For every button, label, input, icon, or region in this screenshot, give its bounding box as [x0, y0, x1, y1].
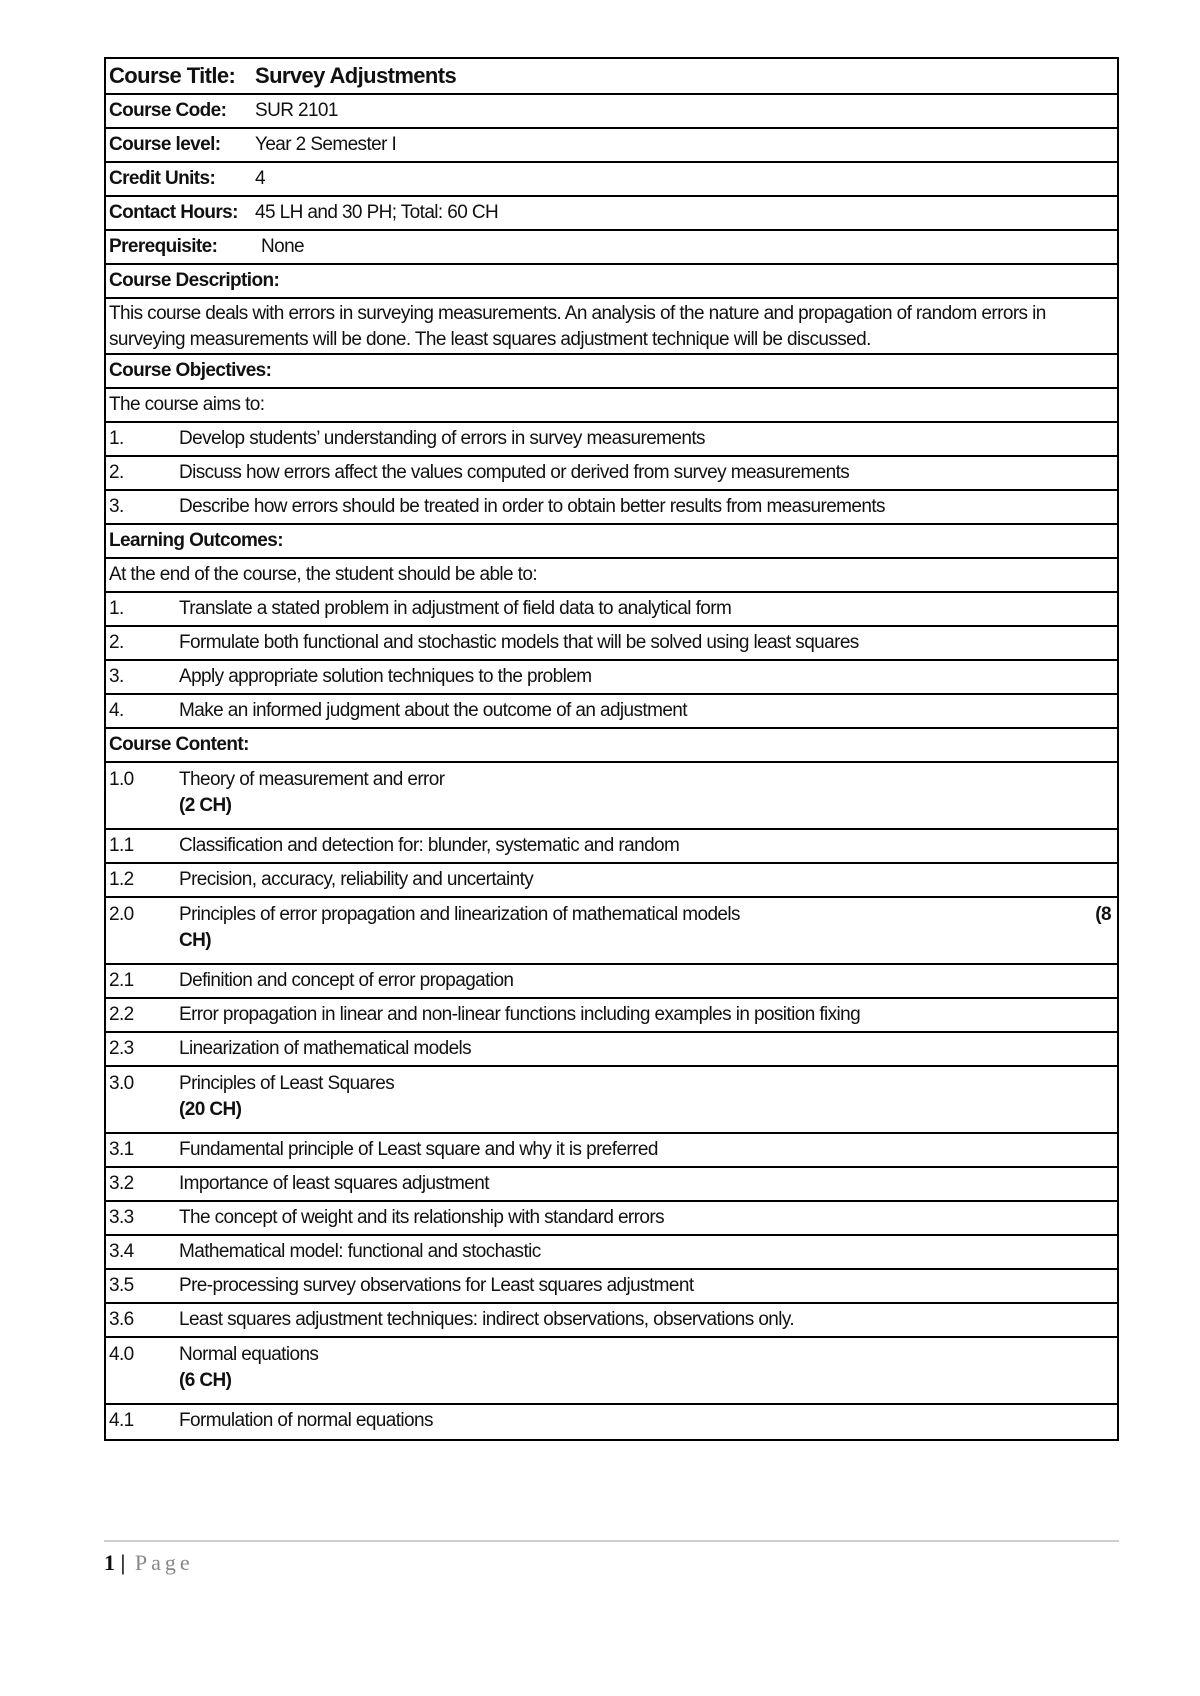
- outcome-row: [106, 627, 1117, 661]
- content-subtopic-row: [106, 864, 1117, 898]
- content-text: Formulation of normal equations: [179, 1410, 433, 1431]
- objective-number: 3.: [109, 496, 124, 517]
- content-number: 1.0: [109, 769, 134, 790]
- course-title-value: Survey Adjustments: [255, 63, 457, 88]
- outcome-row: [106, 695, 1117, 729]
- content-subtopic-row: [106, 1405, 1117, 1439]
- content-number: 1.1: [109, 835, 134, 856]
- prerequisite-row: [106, 231, 1117, 265]
- outcome-number: 3.: [109, 666, 124, 687]
- course-title-label: Course Title:: [109, 63, 236, 88]
- prerequisite-label: Prerequisite:: [109, 236, 218, 257]
- content-topic-row: [106, 1338, 1117, 1405]
- outcome-number: 1.: [109, 598, 124, 619]
- content-text: Fundamental principle of Least square and why it is preferred: [179, 1139, 658, 1160]
- content-text: Importance of least squares adjustment: [179, 1173, 489, 1194]
- content-hours: (20 CH): [179, 1099, 242, 1120]
- content-text: Mathematical model: functional and stochastic: [179, 1241, 541, 1262]
- content-topic-row: [106, 1067, 1117, 1134]
- content-hours: (6 CH): [179, 1370, 232, 1391]
- course-title-row: [106, 59, 1117, 95]
- outcome-text: Make an informed judgment about the outcome of an adjustment: [179, 700, 687, 721]
- content-subtopic-row: [106, 1304, 1117, 1338]
- content-topic-line: [179, 902, 1111, 928]
- outcome-number: 2.: [109, 632, 124, 653]
- objective-text: Discuss how errors affect the values computed or derived from survey measurements: [179, 462, 850, 483]
- content-topic-cell: [179, 1071, 1117, 1123]
- content-text: Normal equations: [179, 1344, 319, 1365]
- footer-separator: |: [120, 1550, 126, 1575]
- content-number: 3.4: [109, 1241, 134, 1262]
- course-level-value: Year 2 Semester I: [255, 134, 397, 155]
- content-subtopic-row: [106, 1033, 1117, 1067]
- learning-outcomes-intro: At the end of the course, the student should be able to:: [109, 564, 538, 585]
- content-text: Pre-processing survey observations for Least squares adjustment: [179, 1275, 694, 1296]
- credit-units-value: 4: [255, 168, 265, 189]
- objective-text: Describe how errors should be treated in order to obtain better results from measurements: [179, 496, 885, 517]
- content-text: Theory of measurement and error: [179, 769, 445, 790]
- objective-row: [106, 423, 1117, 457]
- content-number: 3.1: [109, 1139, 134, 1160]
- learning-outcomes-heading: Learning Outcomes:: [109, 530, 283, 551]
- page-number: 1: [104, 1550, 115, 1575]
- course-objectives-intro-row: [106, 389, 1117, 423]
- course-content-heading-row: [106, 729, 1117, 763]
- content-text: Precision, accuracy, reliability and uncertainty: [179, 869, 534, 890]
- credit-units-row: [106, 163, 1117, 197]
- objective-text: Develop students’ understanding of errors in survey measurements: [179, 428, 705, 449]
- page-word: Page: [134, 1550, 194, 1575]
- content-number: 4.1: [109, 1410, 134, 1431]
- course-description-heading-row: [106, 265, 1117, 299]
- contact-hours-row: [106, 197, 1117, 231]
- outcome-number: 4.: [109, 700, 124, 721]
- content-subtopic-row: [106, 1134, 1117, 1168]
- content-number: 3.5: [109, 1275, 134, 1296]
- content-topic-cell: [179, 767, 1117, 819]
- contact-hours-label: Contact Hours:: [109, 202, 238, 223]
- learning-outcomes-heading-row: [106, 525, 1117, 559]
- learning-outcomes-intro-row: [106, 559, 1117, 593]
- content-subtopic-row: [106, 1236, 1117, 1270]
- content-text: Definition and concept of error propagation: [179, 970, 514, 991]
- content-number: 4.0: [109, 1344, 134, 1365]
- content-topic-row: [106, 763, 1117, 830]
- content-topic-cell: [179, 1342, 1117, 1394]
- objective-number: 2.: [109, 462, 124, 483]
- content-text: Principles of error propagation and linearization of mathematical models: [179, 904, 740, 925]
- outcome-text: Apply appropriate solution techniques to the problem: [179, 666, 592, 687]
- course-objectives-heading: Course Objectives:: [109, 360, 272, 381]
- course-objectives-intro: The course aims to:: [109, 394, 265, 415]
- content-subtopic-row: [106, 1270, 1117, 1304]
- contact-hours-value: 45 LH and 30 PH; Total: 60 CH: [255, 202, 499, 223]
- content-subtopic-row: [106, 830, 1117, 864]
- course-code-value: SUR 2101: [255, 100, 338, 121]
- content-text: Error propagation in linear and non-linear functions including examples in position fixing: [179, 1004, 861, 1025]
- content-topic-cell: [179, 902, 1117, 954]
- content-hours: (2 CH): [179, 795, 232, 816]
- prerequisite-value: None: [261, 236, 305, 257]
- content-subtopic-row: [106, 999, 1117, 1033]
- objective-row: [106, 491, 1117, 525]
- content-number: 3.6: [109, 1309, 134, 1330]
- objective-number: 1.: [109, 428, 124, 449]
- content-text: The concept of weight and its relationship with standard errors: [179, 1207, 664, 1228]
- content-number: 3.3: [109, 1207, 134, 1228]
- content-number: 3.0: [109, 1073, 134, 1094]
- objective-row: [106, 457, 1117, 491]
- content-text: Principles of Least Squares: [179, 1073, 395, 1094]
- content-topic-row: [106, 898, 1117, 965]
- content-hours-continued: CH): [179, 930, 211, 951]
- content-number: 2.2: [109, 1004, 134, 1025]
- credit-units-label: Credit Units:: [109, 168, 216, 189]
- course-description-heading: Course Description:: [109, 270, 280, 291]
- course-description-row: [106, 299, 1117, 355]
- content-text: Linearization of mathematical models: [179, 1038, 472, 1059]
- content-text: Classification and detection for: blunder, systematic and random: [179, 835, 680, 856]
- outcome-row: [106, 661, 1117, 695]
- page-footer: [104, 1540, 1119, 1576]
- content-number: 2.1: [109, 970, 134, 991]
- course-content-heading: Course Content:: [109, 734, 249, 755]
- content-hours: (8: [1095, 904, 1111, 925]
- outcome-row: [106, 593, 1117, 627]
- content-subtopic-row: [106, 1168, 1117, 1202]
- content-subtopic-row: [106, 1202, 1117, 1236]
- course-outline-table: [104, 57, 1119, 1441]
- course-objectives-heading-row: [106, 355, 1117, 389]
- content-number: 2.0: [109, 904, 134, 925]
- course-level-row: [106, 129, 1117, 163]
- content-number: 2.3: [109, 1038, 134, 1059]
- content-text: Least squares adjustment techniques: indirect observations, observations only.: [179, 1309, 795, 1330]
- content-subtopic-row: [106, 965, 1117, 999]
- outcome-text: Formulate both functional and stochastic models that will be solved using least squares: [179, 632, 859, 653]
- content-number: 1.2: [109, 869, 134, 890]
- course-code-row: [106, 95, 1117, 129]
- course-level-label: Course level:: [109, 134, 221, 155]
- course-code-label: Course Code:: [109, 100, 227, 121]
- content-number: 3.2: [109, 1173, 134, 1194]
- outcome-text: Translate a stated problem in adjustment of field data to analytical form: [179, 598, 732, 619]
- course-description-text: This course deals with errors in surveying measurements. An analysis of the nature and propagation of random errors in surveying measurements will be done. The least squares adjustment technique will be discussed.: [109, 303, 1046, 350]
